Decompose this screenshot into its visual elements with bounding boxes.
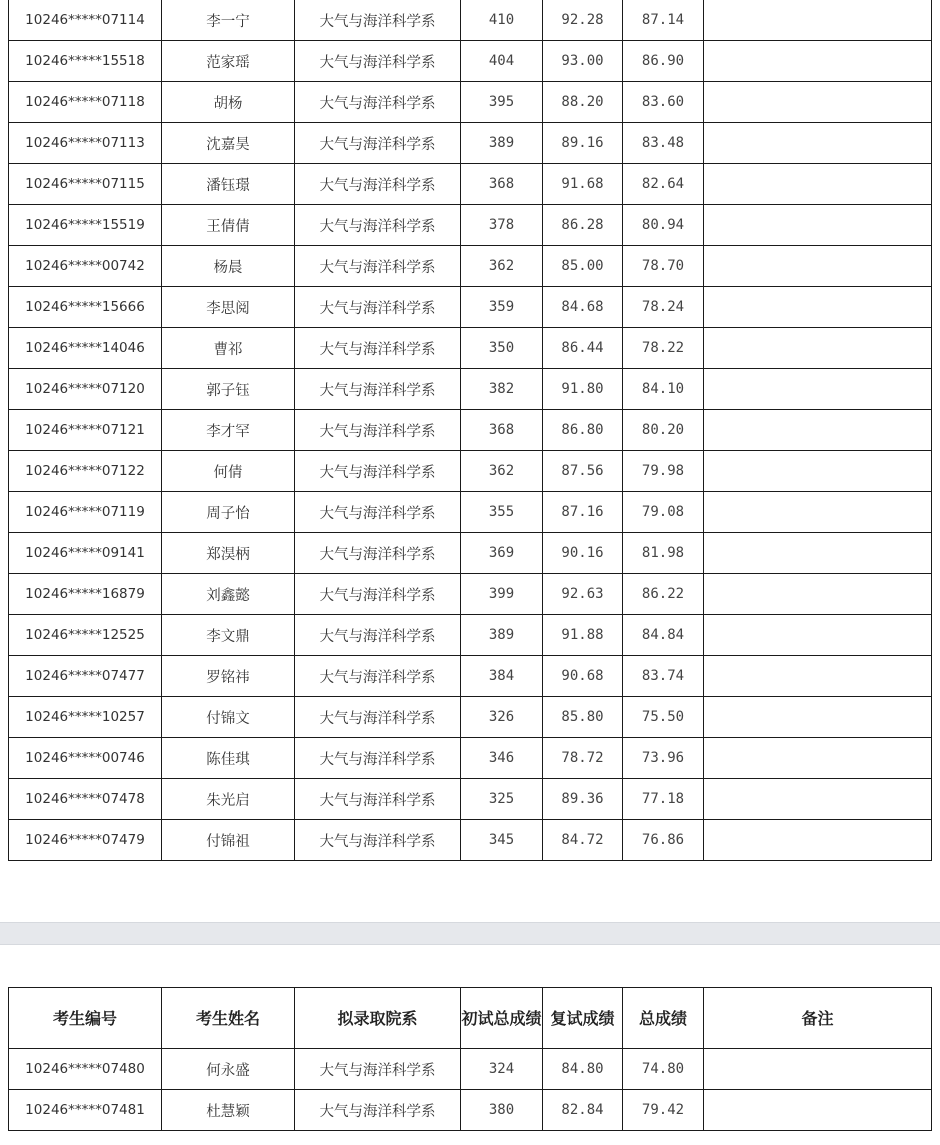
cell-total-score: 79.98 (623, 451, 704, 492)
cell-initial-score: 362 (461, 451, 543, 492)
cell-retest-score: 90.16 (543, 533, 623, 574)
cell-department: 大气与海洋科学系 (295, 287, 461, 328)
cell-initial-score: 359 (461, 287, 543, 328)
header-candidate-id: 考生编号 (9, 988, 162, 1049)
cell-total-score: 73.96 (623, 738, 704, 779)
cell-retest-score: 92.28 (543, 0, 623, 41)
cell-initial-score: 399 (461, 574, 543, 615)
cell-initial-score: 389 (461, 123, 543, 164)
cell-note (704, 328, 932, 369)
cell-note (704, 369, 932, 410)
cell-department: 大气与海洋科学系 (295, 164, 461, 205)
cell-note (704, 1090, 932, 1131)
cell-candidate-name: 刘鑫懿 (162, 574, 295, 615)
cell-initial-score: 382 (461, 369, 543, 410)
cell-total-score: 74.80 (623, 1049, 704, 1090)
table-row (9, 574, 932, 615)
cell-retest-score: 87.56 (543, 451, 623, 492)
cell-candidate-name: 郭子钰 (162, 369, 295, 410)
table-row (9, 41, 932, 82)
table-row (9, 451, 932, 492)
cell-department: 大气与海洋科学系 (295, 0, 461, 41)
table-row (9, 1090, 932, 1131)
cell-department: 大气与海洋科学系 (295, 41, 461, 82)
header-candidate-name: 考生姓名 (162, 988, 295, 1049)
cell-total-score: 84.10 (623, 369, 704, 410)
table-row (9, 164, 932, 205)
cell-candidate-name: 付锦文 (162, 697, 295, 738)
cell-note (704, 123, 932, 164)
cell-department: 大气与海洋科学系 (295, 369, 461, 410)
cell-note (704, 1049, 932, 1090)
table-row (9, 615, 932, 656)
cell-candidate-id: 10246*****07114 (9, 0, 162, 41)
cell-total-score: 78.22 (623, 328, 704, 369)
cell-total-score: 83.48 (623, 123, 704, 164)
cell-retest-score: 84.80 (543, 1049, 623, 1090)
cell-total-score: 83.74 (623, 656, 704, 697)
cell-retest-score: 84.72 (543, 820, 623, 861)
cell-total-score: 80.20 (623, 410, 704, 451)
cell-department: 大气与海洋科学系 (295, 451, 461, 492)
cell-total-score: 82.64 (623, 164, 704, 205)
cell-total-score: 80.94 (623, 205, 704, 246)
cell-note (704, 656, 932, 697)
cell-total-score: 81.98 (623, 533, 704, 574)
cell-initial-score: 345 (461, 820, 543, 861)
cell-candidate-id: 10246*****07119 (9, 492, 162, 533)
table-row (9, 287, 932, 328)
cell-retest-score: 93.00 (543, 41, 623, 82)
table-row (9, 820, 932, 861)
cell-candidate-name: 何倩 (162, 451, 295, 492)
header-initial-score: 初试总成绩 (461, 988, 543, 1049)
cell-retest-score: 86.80 (543, 410, 623, 451)
header-department: 拟录取院系 (295, 988, 461, 1049)
cell-initial-score: 326 (461, 697, 543, 738)
cell-initial-score: 395 (461, 82, 543, 123)
cell-retest-score: 78.72 (543, 738, 623, 779)
cell-candidate-name: 胡杨 (162, 82, 295, 123)
cell-initial-score: 404 (461, 41, 543, 82)
cell-initial-score: 378 (461, 205, 543, 246)
cell-note (704, 0, 932, 41)
cell-note (704, 533, 932, 574)
cell-retest-score: 91.88 (543, 615, 623, 656)
cell-department: 大气与海洋科学系 (295, 738, 461, 779)
cell-candidate-name: 李文鼎 (162, 615, 295, 656)
cell-candidate-id: 10246*****07115 (9, 164, 162, 205)
cell-note (704, 779, 932, 820)
cell-candidate-id: 10246*****16879 (9, 574, 162, 615)
table-row (9, 656, 932, 697)
table-row (9, 738, 932, 779)
cell-candidate-name: 何永盛 (162, 1049, 295, 1090)
cell-initial-score: 325 (461, 779, 543, 820)
cell-note (704, 451, 932, 492)
cell-candidate-id: 10246*****07481 (9, 1090, 162, 1131)
cell-note (704, 82, 932, 123)
cell-department: 大气与海洋科学系 (295, 410, 461, 451)
header-note: 备注 (704, 988, 932, 1049)
cell-note (704, 205, 932, 246)
cell-candidate-name: 罗铭祎 (162, 656, 295, 697)
table-row (9, 328, 932, 369)
cell-candidate-id: 10246*****07478 (9, 779, 162, 820)
cell-total-score: 86.90 (623, 41, 704, 82)
table-row (9, 246, 932, 287)
cell-note (704, 41, 932, 82)
cell-initial-score: 324 (461, 1049, 543, 1090)
cell-candidate-id: 10246*****07118 (9, 82, 162, 123)
cell-department: 大气与海洋科学系 (295, 123, 461, 164)
cell-total-score: 78.24 (623, 287, 704, 328)
cell-candidate-name: 潘钰璟 (162, 164, 295, 205)
cell-note (704, 697, 932, 738)
cell-candidate-id: 10246*****12525 (9, 615, 162, 656)
cell-department: 大气与海洋科学系 (295, 820, 461, 861)
cell-note (704, 410, 932, 451)
cell-department: 大气与海洋科学系 (295, 328, 461, 369)
cell-department: 大气与海洋科学系 (295, 1090, 461, 1131)
table-row (9, 123, 932, 164)
cell-candidate-id: 10246*****15519 (9, 205, 162, 246)
table-row (9, 205, 932, 246)
cell-candidate-id: 10246*****07122 (9, 451, 162, 492)
table-body-bottom (9, 1049, 932, 1131)
page-separator (0, 922, 940, 945)
cell-candidate-id: 10246*****07480 (9, 1049, 162, 1090)
cell-candidate-name: 李一宁 (162, 0, 295, 41)
document-page-bottom (0, 945, 940, 1145)
cell-retest-score: 92.63 (543, 574, 623, 615)
cell-candidate-name: 沈嘉昊 (162, 123, 295, 164)
cell-initial-score: 362 (461, 246, 543, 287)
cell-retest-score: 91.68 (543, 164, 623, 205)
cell-initial-score: 384 (461, 656, 543, 697)
cell-retest-score: 86.28 (543, 205, 623, 246)
cell-retest-score: 88.20 (543, 82, 623, 123)
cell-candidate-id: 10246*****09141 (9, 533, 162, 574)
cell-note (704, 246, 932, 287)
cell-total-score: 75.50 (623, 697, 704, 738)
cell-candidate-name: 李思阅 (162, 287, 295, 328)
header-retest-score: 复试成绩 (543, 988, 623, 1049)
table-row (9, 533, 932, 574)
table-row (9, 410, 932, 451)
header-total-score: 总成绩 (623, 988, 704, 1049)
table-header (9, 988, 932, 1049)
cell-total-score: 86.22 (623, 574, 704, 615)
cell-department: 大气与海洋科学系 (295, 1049, 461, 1090)
cell-total-score: 79.42 (623, 1090, 704, 1131)
cell-candidate-name: 王倩倩 (162, 205, 295, 246)
cell-total-score: 87.14 (623, 0, 704, 41)
cell-initial-score: 355 (461, 492, 543, 533)
table-row (9, 492, 932, 533)
cell-note (704, 738, 932, 779)
cell-retest-score: 85.00 (543, 246, 623, 287)
cell-total-score: 83.60 (623, 82, 704, 123)
header-row (9, 988, 932, 1049)
cell-department: 大气与海洋科学系 (295, 697, 461, 738)
cell-note (704, 164, 932, 205)
table-row (9, 82, 932, 123)
cell-candidate-id: 10246*****00742 (9, 246, 162, 287)
cell-retest-score: 89.16 (543, 123, 623, 164)
cell-retest-score: 86.44 (543, 328, 623, 369)
cell-initial-score: 368 (461, 164, 543, 205)
cell-candidate-name: 杜慧颖 (162, 1090, 295, 1131)
cell-note (704, 574, 932, 615)
cell-total-score: 77.18 (623, 779, 704, 820)
cell-candidate-id: 10246*****07120 (9, 369, 162, 410)
cell-initial-score: 410 (461, 0, 543, 41)
cell-retest-score: 87.16 (543, 492, 623, 533)
cell-note (704, 492, 932, 533)
admission-table-bottom (8, 987, 932, 1131)
table-row (9, 697, 932, 738)
table-body-top (9, 0, 932, 861)
cell-initial-score: 346 (461, 738, 543, 779)
cell-retest-score: 85.80 (543, 697, 623, 738)
admission-table-top (8, 0, 932, 861)
cell-department: 大气与海洋科学系 (295, 205, 461, 246)
cell-candidate-id: 10246*****07479 (9, 820, 162, 861)
cell-department: 大气与海洋科学系 (295, 615, 461, 656)
cell-department: 大气与海洋科学系 (295, 82, 461, 123)
cell-retest-score: 84.68 (543, 287, 623, 328)
cell-total-score: 78.70 (623, 246, 704, 287)
cell-candidate-id: 10246*****10257 (9, 697, 162, 738)
cell-candidate-name: 郑淏柄 (162, 533, 295, 574)
cell-total-score: 79.08 (623, 492, 704, 533)
cell-note (704, 287, 932, 328)
table-row (9, 369, 932, 410)
cell-candidate-name: 付锦祖 (162, 820, 295, 861)
cell-department: 大气与海洋科学系 (295, 492, 461, 533)
cell-department: 大气与海洋科学系 (295, 246, 461, 287)
cell-candidate-id: 10246*****07477 (9, 656, 162, 697)
cell-candidate-id: 10246*****07113 (9, 123, 162, 164)
cell-initial-score: 368 (461, 410, 543, 451)
table-row (9, 1049, 932, 1090)
cell-candidate-id: 10246*****07121 (9, 410, 162, 451)
cell-candidate-id: 10246*****00746 (9, 738, 162, 779)
cell-initial-score: 389 (461, 615, 543, 656)
cell-initial-score: 369 (461, 533, 543, 574)
cell-candidate-name: 周子怡 (162, 492, 295, 533)
cell-note (704, 615, 932, 656)
cell-total-score: 76.86 (623, 820, 704, 861)
cell-initial-score: 380 (461, 1090, 543, 1131)
cell-department: 大气与海洋科学系 (295, 533, 461, 574)
cell-department: 大气与海洋科学系 (295, 656, 461, 697)
cell-department: 大气与海洋科学系 (295, 574, 461, 615)
cell-retest-score: 91.80 (543, 369, 623, 410)
cell-total-score: 84.84 (623, 615, 704, 656)
table-row (9, 779, 932, 820)
cell-candidate-name: 杨晨 (162, 246, 295, 287)
table-row (9, 0, 932, 41)
cell-candidate-name: 范家瑶 (162, 41, 295, 82)
cell-retest-score: 89.36 (543, 779, 623, 820)
cell-retest-score: 82.84 (543, 1090, 623, 1131)
cell-candidate-name: 朱光启 (162, 779, 295, 820)
cell-initial-score: 350 (461, 328, 543, 369)
cell-candidate-name: 陈佳琪 (162, 738, 295, 779)
cell-candidate-name: 曹祁 (162, 328, 295, 369)
cell-candidate-id: 10246*****15518 (9, 41, 162, 82)
cell-department: 大气与海洋科学系 (295, 779, 461, 820)
cell-note (704, 820, 932, 861)
cell-candidate-id: 10246*****14046 (9, 328, 162, 369)
cell-retest-score: 90.68 (543, 656, 623, 697)
cell-candidate-id: 10246*****15666 (9, 287, 162, 328)
cell-candidate-name: 李才罕 (162, 410, 295, 451)
